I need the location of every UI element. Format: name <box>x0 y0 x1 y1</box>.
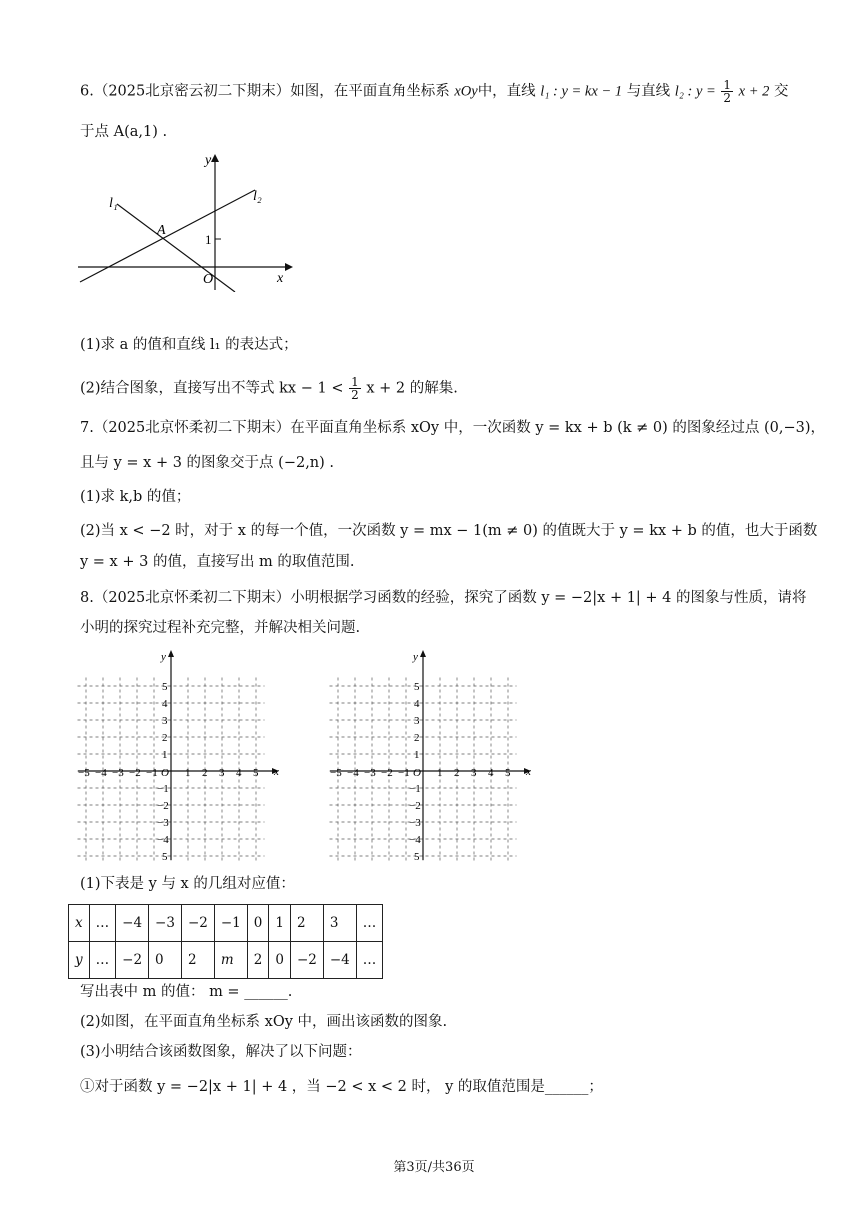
x-tick-label: −2 <box>381 767 393 779</box>
x-row-cell: 0 <box>247 905 269 942</box>
q6-coord: xOy <box>454 83 478 100</box>
y-row-cell: −2 <box>290 942 323 979</box>
q6-sub2-a: (2)结合图象，直接写出不等式 kx − 1 < <box>80 380 344 397</box>
q6-mid: 中，直线 <box>477 83 536 100</box>
y-tick-label: 2 <box>414 732 420 744</box>
y-tick-label: 3 <box>162 715 168 727</box>
x-tick-label: 1 <box>437 767 443 779</box>
q6-graph <box>75 152 295 292</box>
q8-sub2: (2)如图，在平面直角坐标系 xOy 中，画出该函数的图象. <box>80 1014 448 1030</box>
q6-conj: 与直线 <box>626 83 671 100</box>
y-row-cell: 0 <box>269 942 291 979</box>
q6-l2-def-a: l₂ : y = <box>674 83 716 100</box>
y-row-cell: m <box>214 942 247 979</box>
q6-graph-x-label: x <box>277 271 284 286</box>
x-tick-label: −5 <box>78 767 90 779</box>
y-axis-label: y <box>413 651 418 663</box>
x-tick-label: −5 <box>330 767 342 779</box>
x-tick-label: 1 <box>185 767 191 779</box>
y-row-cell: y <box>69 942 90 979</box>
y-tick-label: −4 <box>157 834 169 846</box>
x-tick-label: −2 <box>129 767 141 779</box>
q8-sub3-1: ①对于函数 y = −2|x + 1| + 4 ，当 −2 < x < 2 时， y 的取值范围是______； <box>80 1079 603 1095</box>
x-tick-label: 4 <box>236 767 242 779</box>
q6-l1-def: l₁ : y = kx − 1 <box>540 83 623 100</box>
q6-fraction: $\frac{1}{2}$ <box>723 78 732 105</box>
y-tick-label: 5 <box>414 851 420 863</box>
y-tick-label: −4 <box>409 834 421 846</box>
y-row-cell: 2 <box>247 942 269 979</box>
x-row-cell: 1 <box>269 905 291 942</box>
y-tick-label: −2 <box>157 800 169 812</box>
y-tick-label: −1 <box>409 783 421 795</box>
q6-graph-y-label: y <box>205 153 212 168</box>
x-tick-label: 5 <box>505 767 511 779</box>
y-row-cell: 2 <box>181 942 214 979</box>
page-footer: 第3页/共36页 <box>393 1160 475 1175</box>
q6-graph-A-label: A <box>157 223 166 238</box>
q6-sub2-b: x + 2 的解集. <box>366 380 458 397</box>
y-axis-arrow <box>420 650 426 657</box>
q7-line1: 7.（2025北京怀柔初二下期末）在平面直角坐标系 xOy 中，一次函数 y = kx + b (k ≠ 0) 的图象经过点 (0,−3)， <box>80 420 826 436</box>
q8-grid-left <box>76 648 286 863</box>
table-row-x <box>69 905 383 942</box>
x-axis-label: x <box>274 766 279 778</box>
x-tick-label: 3 <box>219 767 225 779</box>
x-tick-label: −3 <box>364 767 376 779</box>
q6-sub2 <box>80 376 458 401</box>
x-row-cell: −2 <box>181 905 214 942</box>
x-tick-label: −4 <box>95 767 107 779</box>
q6-graph-O-label: O <box>203 272 214 287</box>
y-tick-label: 1 <box>414 749 420 761</box>
x-row-cell: −3 <box>149 905 182 942</box>
q8-grid-right <box>328 648 538 863</box>
y-tick-label: 2 <box>162 732 168 744</box>
x-axis-label: x <box>526 766 531 778</box>
y-tick-label: −1 <box>157 783 169 795</box>
origin-label: O <box>161 767 169 779</box>
x-tick-label: −1 <box>146 767 158 779</box>
q8-write-m: 写出表中 m 的值： m = ______. <box>80 984 293 1000</box>
q6-line2: 于点 A(a,1) . <box>80 124 168 140</box>
q7-sub1: (1)求 k,b 的值； <box>80 489 191 505</box>
q7-line2: 且与 y = x + 3 的图象交于点 (−2,n) . <box>80 455 335 471</box>
y-row-cell: … <box>356 942 383 979</box>
x-tick-label: −3 <box>112 767 124 779</box>
x-row-cell: … <box>356 905 383 942</box>
q6-tail: 交 <box>774 83 789 100</box>
x-row-cell: … <box>89 905 116 942</box>
x-tick-label: 2 <box>454 767 460 779</box>
q6-sub2-fraction: $\frac{1}{2}$ <box>351 375 359 402</box>
y-row-cell: −2 <box>116 942 149 979</box>
q6-sub1: (1)求 a 的值和直线 l₁ 的表达式； <box>80 337 298 353</box>
x-tick-label: 5 <box>253 767 259 779</box>
y-tick-label: −3 <box>157 817 169 829</box>
x-tick-label: 3 <box>471 767 477 779</box>
y-tick-label: 4 <box>414 698 420 710</box>
q6-line1 <box>80 79 789 104</box>
q7-sub2-b: y = x + 3 的值，直接写出 m 的取值范围. <box>80 554 355 570</box>
y-tick-label: 5 <box>162 851 168 863</box>
q6-graph-l1-label: l₁ <box>109 196 118 211</box>
x-tick-label: 4 <box>488 767 494 779</box>
y-row-cell: −4 <box>323 942 356 979</box>
x-row-cell: 3 <box>323 905 356 942</box>
q8-line2: 小明的探究过程补充完整，并解决相关问题. <box>80 620 361 636</box>
x-tick-label: −4 <box>347 767 359 779</box>
y-axis-arrow <box>168 650 174 657</box>
x-row-cell: −1 <box>214 905 247 942</box>
y-tick-label: 5 <box>414 681 420 693</box>
q8-line1: 8.（2025北京怀柔初二下期末）小明根据学习函数的经验，探究了函数 y = −2|x + 1| + 4 的图象与性质，请将 <box>80 590 807 606</box>
y-tick-label: 4 <box>162 698 168 710</box>
x-row-cell: 2 <box>290 905 323 942</box>
y-axis-label: y <box>161 651 166 663</box>
x-tick-label: −1 <box>398 767 410 779</box>
origin-label: O <box>413 767 421 779</box>
q7-sub2-a: (2)当 x < −2 时，对于 x 的每一个值，一次函数 y = mx − 1(m ≠ 0) 的值既大于 y = kx + b 的值，也大于函数 <box>80 523 818 539</box>
q6-head: 6.（2025北京密云初二下期末）如图，在平面直角坐标系 <box>80 83 450 100</box>
q8-sub1: (1)下表是 y 与 x 的几组对应值： <box>80 876 295 892</box>
y-tick-label: 1 <box>162 749 168 761</box>
y-tick-label: 3 <box>414 715 420 727</box>
x-row-cell: x <box>69 905 90 942</box>
q8-value-table <box>68 904 383 979</box>
q8-sub3: (3)小明结合该函数图象，解决了以下问题： <box>80 1044 362 1060</box>
table-row-y <box>69 942 383 979</box>
q6-graph-l2-label: l₂ <box>253 189 262 204</box>
y-tick-label: −2 <box>409 800 421 812</box>
q6-l2-def-b: x + 2 <box>738 83 770 100</box>
y-tick-label: 5 <box>162 681 168 693</box>
y-tick-label: −3 <box>409 817 421 829</box>
x-tick-label: 2 <box>202 767 208 779</box>
y-row-cell: … <box>89 942 116 979</box>
q6-graph-one-label: 1 <box>205 232 212 247</box>
y-row-cell: 0 <box>149 942 182 979</box>
x-row-cell: −4 <box>116 905 149 942</box>
